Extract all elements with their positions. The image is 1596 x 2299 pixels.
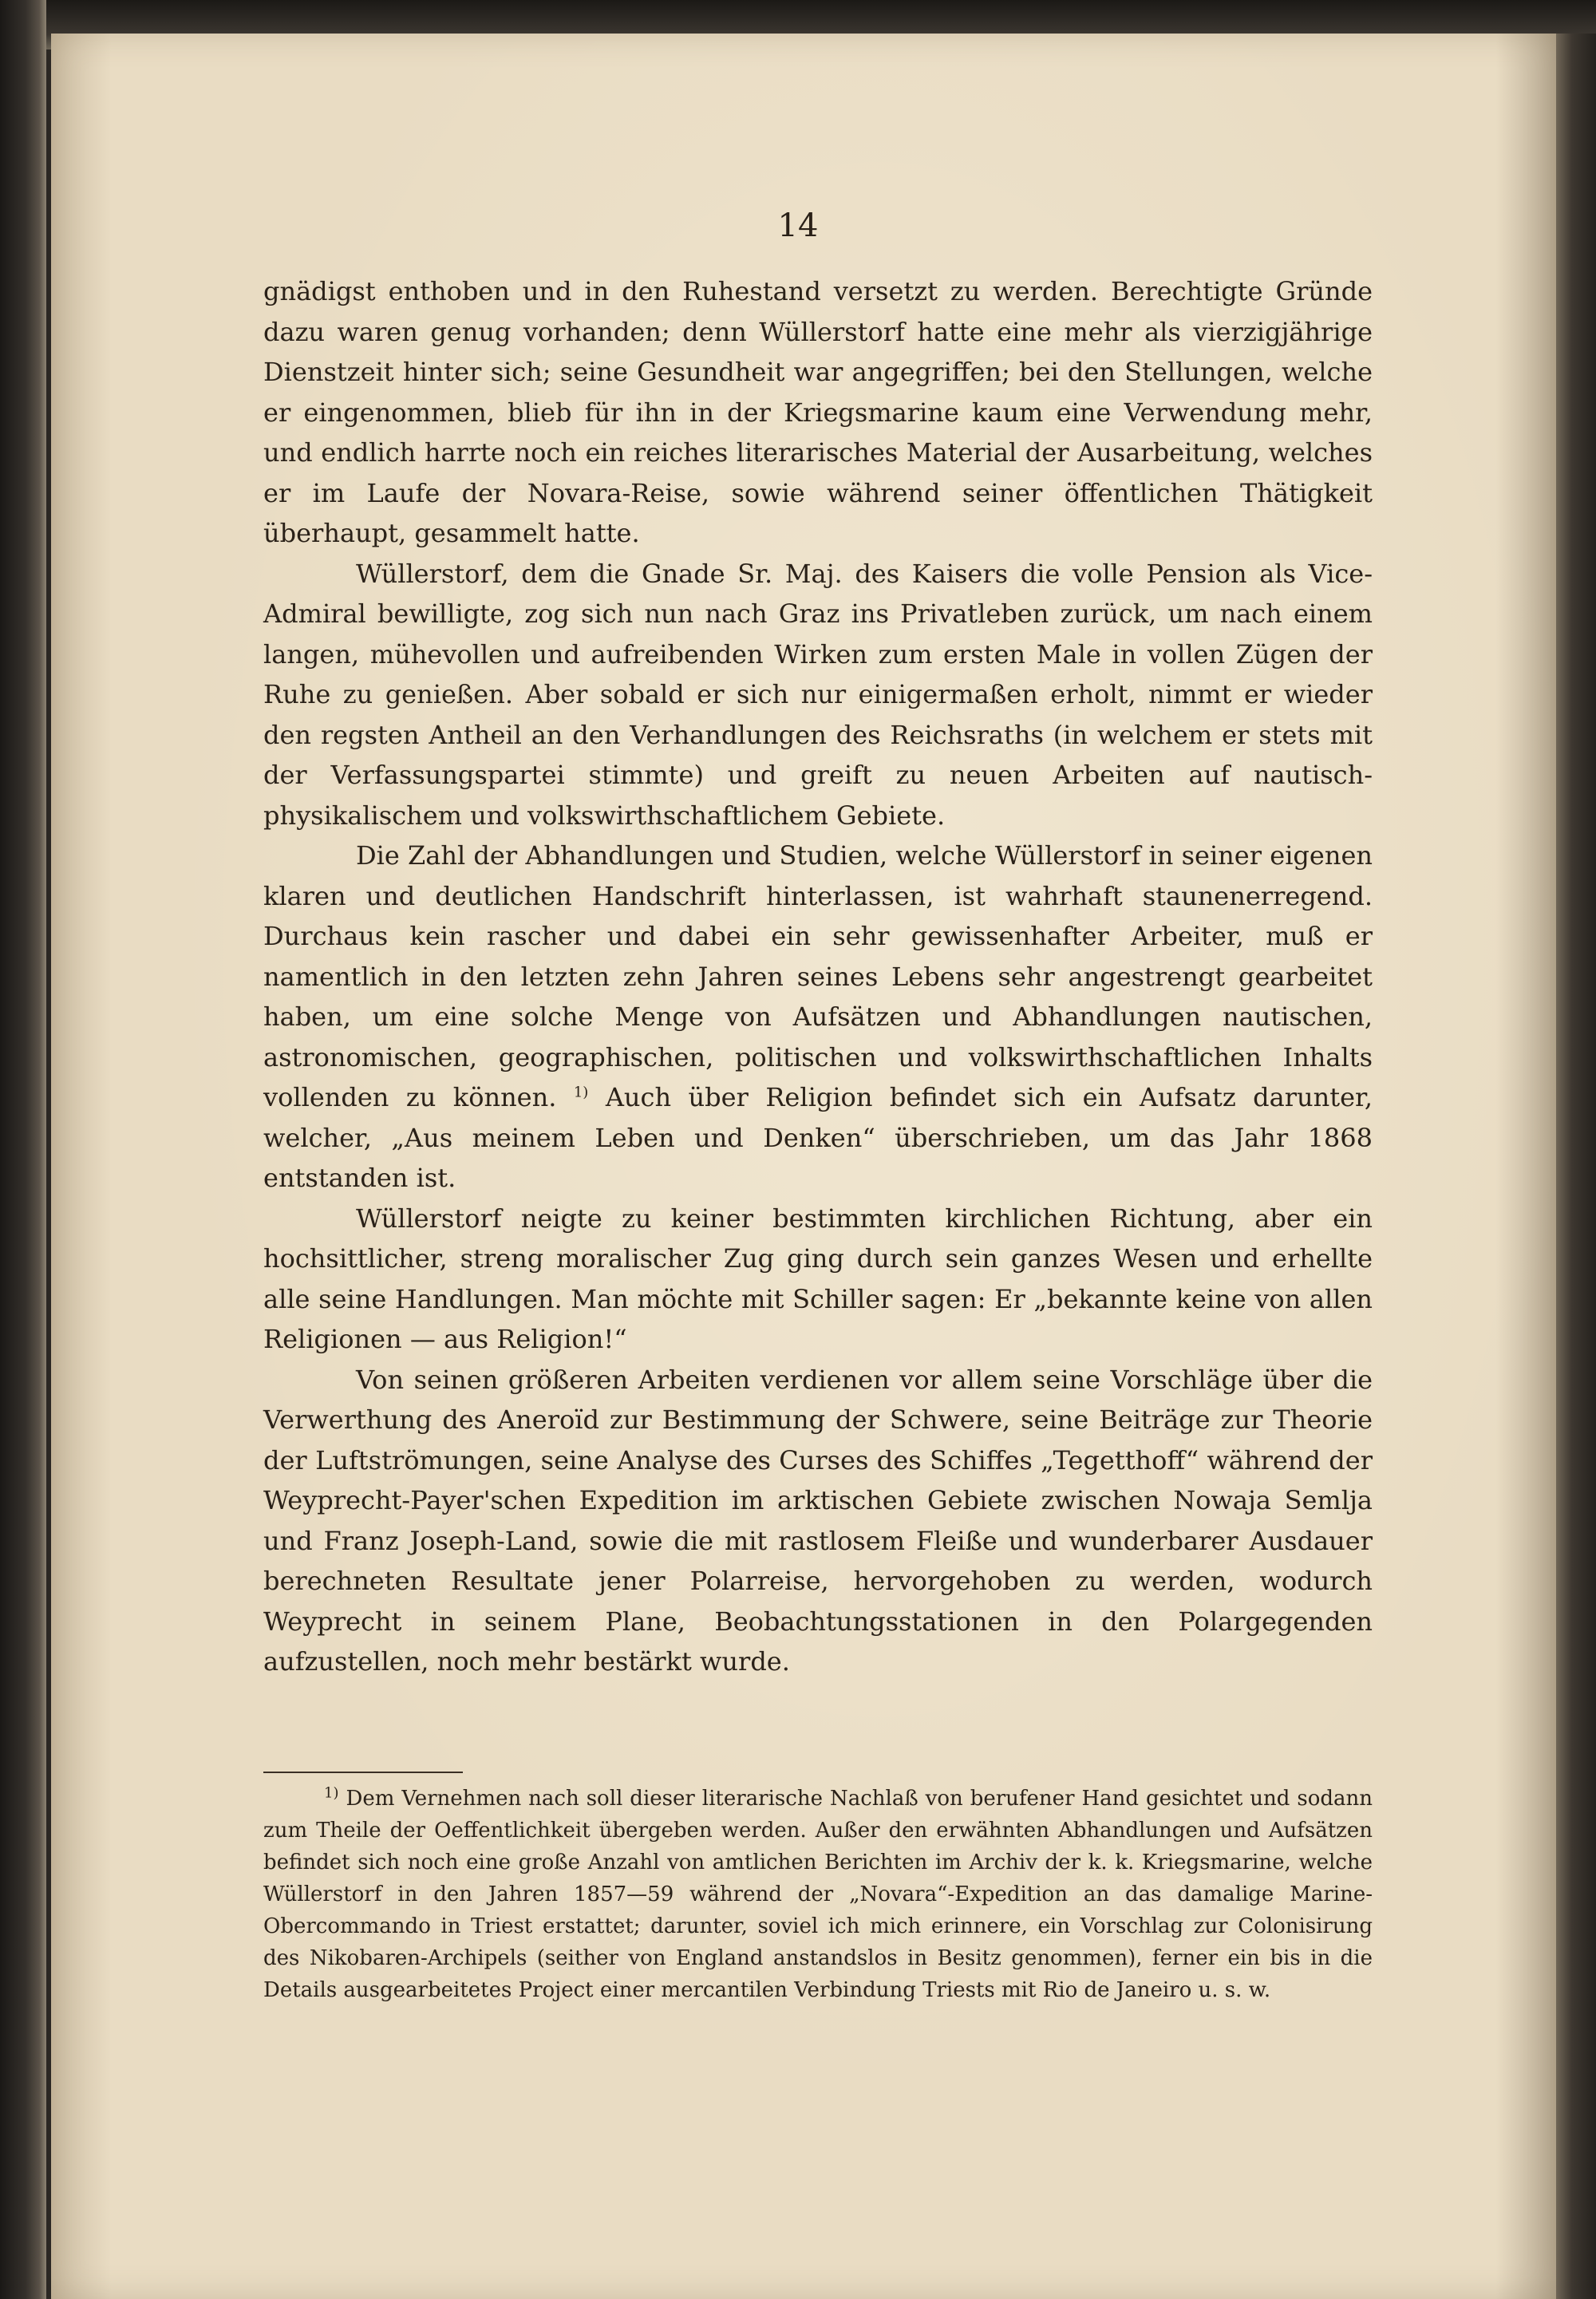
footnote-marker: 1) — [324, 1784, 339, 1802]
book-binding-left-edge — [0, 0, 46, 2299]
paragraph-2: Wüllerstorf, dem die Gnade Sr. Maj. des Kaisers die volle Pension als Vice-Admiral bewilligte, zog sich nun nach Graz ins Privatleben zurück, um nach einem langen, mühevollen und aufreibenden Wirken zum ersten Male in vollen Zügen der Ruhe zu genießen. Aber sobald er sich nur einigermaßen erholt, nimmt er wieder den regsten Antheil an den Verhandlungen des Reichsraths (in welchem er stets mit der Verfassungspartei stimmte) und greift zu neuen Arbeiten auf nautisch-physikalischem und volkswirthschaftlichem Gebiete. — [263, 558, 1373, 831]
footnote-1 — [263, 1783, 1373, 2006]
paragraph-3-text: Die Zahl der Abhandlungen und Studien, welche Wüllerstorf in seiner eigenen klaren und deutlichen Handschrift hinterlassen, ist wahrhaft staunenerregend. Durchaus kein rascher und dabei ein sehr gewissenhafter Arbeiter, muß er namentlich in den letzten zehn Jahren seines Lebens sehr angestrengt gearbeitet haben, um eine solche Menge von Aufsätzen und Abhandlungen nautischen, astronomischen, geographischen, politischen und volkswirthschaftlichen Inhalts vollenden zu können. — [263, 840, 1373, 1112]
footnote-text: Dem Vernehmen nach soll dieser literarische Nachlaß von berufener Hand gesichtet und sodann zum Theile der Oeffentlichkeit übergeben werden. Außer den erwähnten Abhandlungen und Aufsätzen befindet sich noch eine große Anzahl von amtlichen Berichten im Archiv der k. k. Kriegsmarine, welche Wüllerstorf in den Jahren 1857—59 während der „Novara“-Expedition an das damalige Marine-Obercommando in Triest erstattet; darunter, soviel ich mich erinnere, ein Vorschlag zur Colonisirung des Nikobaren-Archipels (seither von England anstandslos in Besitz genommen), ferner ein bis in die Details ausgearbeitetes Project einer mercantilen Verbindung Triests mit Rio de Janeiro u. s. w. — [263, 1787, 1373, 2002]
body-text — [263, 271, 1373, 1682]
page-number: 14 — [777, 207, 819, 244]
paragraph-1: gnädigst enthoben und in den Ruhestand versetzt zu werden. Berechtigte Gründe dazu waren genug vorhanden; denn Wüllerstorf hatte eine mehr als vierzigjährige Dienstzeit hinter sich; seine Gesundheit war angegriffen; bei den Stellungen, welche er eingenommen, blieb für ihn in der Kriegsmarine kaum eine Verwendung mehr, und endlich harrte noch ein reiches literarisches Material der Ausarbeitung, welches er im Laufe der Novara-Reise, sowie während seiner öffentlichen Thätigkeit überhaupt, gesammelt hatte. — [263, 276, 1373, 548]
paragraph-3-continuation: Auch über Religion befindet sich ein Aufsatz darunter, welcher, „Aus meinem Leben und Denken“ überschrieben, um das Jahr 1868 entstanden ist. — [263, 1082, 1373, 1193]
page-right-shadow — [1556, 34, 1596, 2299]
paragraph-5: Von seinen größeren Arbeiten verdienen vor allem seine Vorschläge über die Verwerthung des Aneroïd zur Bestimmung der Schwere, seine Beiträge zur Theorie der Luftströmungen, seine Analyse des Curses des Schiffes „Tegetthoff“ während der Weyprecht-Payer'schen Expedition im arktischen Gebiete zwischen Nowaja Semlja und Franz Joseph-Land, sowie die mit rastlosem Fleiße und wunderbarer Ausdauer berechneten Resultate jener Polarreise, hervorgehoben zu werden, wodurch Weyprecht in seinem Plane, Beobachtungsstationen in den Polargegenden aufzustellen, noch mehr bestärkt wurde. — [263, 1364, 1373, 1677]
paragraph-3 — [263, 835, 1373, 1199]
paragraph-4: Wüllerstorf neigte zu keiner bestimmten kirchlichen Richtung, aber ein hochsittlicher, streng moralischer Zug ging durch sein ganzes Wesen und erhellte alle seine Handlungen. Man möchte mit Schiller sagen: Er „bekannte keine von allen Religionen — aus Religion!“ — [263, 1203, 1373, 1354]
footnote-divider — [263, 1772, 463, 1773]
footnote-reference-1[interactable]: 1) — [573, 1084, 589, 1101]
footnotes — [263, 1783, 1373, 2006]
